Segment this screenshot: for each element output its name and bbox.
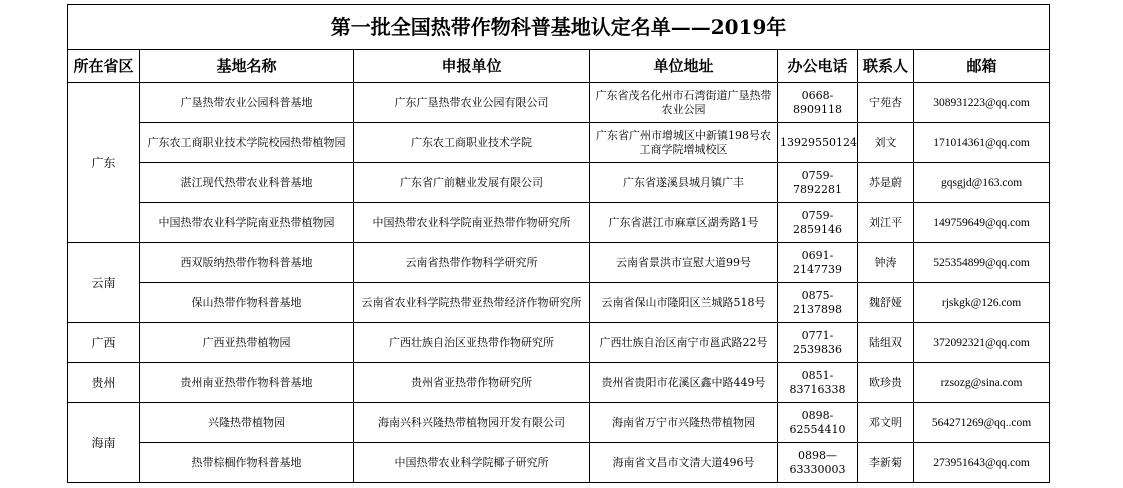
address-cell: 海南省万宁市兴隆热带植物园 — [590, 403, 778, 443]
document-title: 第一批全国热带作物科普基地认定名单——2019年 — [68, 5, 1050, 50]
applicant-cell: 广东省广前糖业发展有限公司 — [354, 163, 590, 203]
phone-cell: 13929550124 — [778, 123, 858, 163]
base-name-cell: 保山热带作物科普基地 — [140, 283, 354, 323]
applicant-cell: 云南省热带作物科学研究所 — [354, 243, 590, 283]
province-cell: 广西 — [68, 323, 140, 363]
header-contact: 联系人 — [858, 50, 914, 83]
applicant-cell: 广西壮族自治区亚热带作物研究所 — [354, 323, 590, 363]
email-cell: 308931223@qq.com — [914, 83, 1050, 123]
title-row — [68, 5, 1050, 50]
header-row — [68, 50, 1050, 83]
table-row — [68, 123, 1050, 163]
email-cell: 149759649@qq.com — [914, 203, 1050, 243]
phone-cell: 0668-8909118 — [778, 83, 858, 123]
email-cell: 273951643@qq.com — [914, 443, 1050, 483]
applicant-cell: 云南省农业科学院热带亚热带经济作物研究所 — [354, 283, 590, 323]
address-cell: 广东省广州市增城区中新镇198号农工商学院增城校区 — [590, 123, 778, 163]
applicant-cell: 广东农工商职业技术学院 — [354, 123, 590, 163]
contact-cell: 陆组双 — [858, 323, 914, 363]
base-name-cell: 广垦热带农业公园科普基地 — [140, 83, 354, 123]
phone-cell: 0759-2859146 — [778, 203, 858, 243]
email-cell: rzsozg@sina.com — [914, 363, 1050, 403]
province-cell: 云南 — [68, 243, 140, 323]
email-cell: 564271269@qq..com — [914, 403, 1050, 443]
address-cell: 广西壮族自治区南宁市邕武路22号 — [590, 323, 778, 363]
applicant-cell: 海南兴科兴隆热带植物园开发有限公司 — [354, 403, 590, 443]
email-cell: gqsgjd@163.com — [914, 163, 1050, 203]
header-email: 邮箱 — [914, 50, 1050, 83]
base-name-cell: 西双版纳热带作物科普基地 — [140, 243, 354, 283]
phone-cell: 0875-2137898 — [778, 283, 858, 323]
table-row — [68, 323, 1050, 363]
table-row — [68, 443, 1050, 483]
header-applicant: 申报单位 — [354, 50, 590, 83]
phone-cell: 0691-2147739 — [778, 243, 858, 283]
phone-cell: 0898-62554410 — [778, 403, 858, 443]
table-row — [68, 83, 1050, 123]
email-cell: 171014361@qq.com — [914, 123, 1050, 163]
applicant-cell: 贵州省亚热带作物研究所 — [354, 363, 590, 403]
header-phone: 办公电话 — [778, 50, 858, 83]
header-address: 单位地址 — [590, 50, 778, 83]
header-base-name: 基地名称 — [140, 50, 354, 83]
applicant-cell: 广东广垦热带农业公园有限公司 — [354, 83, 590, 123]
table-row — [68, 203, 1050, 243]
province-cell: 贵州 — [68, 363, 140, 403]
table-row — [68, 163, 1050, 203]
email-cell: 372092321@qq.com — [914, 323, 1050, 363]
base-name-cell: 广西亚热带植物园 — [140, 323, 354, 363]
contact-cell: 钟涛 — [858, 243, 914, 283]
address-cell: 广东省茂名化州市石湾街道广垦热带农业公园 — [590, 83, 778, 123]
address-cell: 云南省景洪市宣慰大道99号 — [590, 243, 778, 283]
phone-cell: 0898—63330003 — [778, 443, 858, 483]
contact-cell: 欧珍贵 — [858, 363, 914, 403]
contact-cell: 刘江平 — [858, 203, 914, 243]
address-cell: 海南省文昌市文清大道496号 — [590, 443, 778, 483]
address-cell: 云南省保山市隆阳区兰城路518号 — [590, 283, 778, 323]
phone-cell: 0771-2539836 — [778, 323, 858, 363]
base-name-cell: 热带棕榈作物科普基地 — [140, 443, 354, 483]
table-row — [68, 243, 1050, 283]
email-cell: 525354899@qq.com — [914, 243, 1050, 283]
address-cell: 广东省遂溪县城月镇广丰 — [590, 163, 778, 203]
address-cell: 贵州省贵阳市花溪区鑫中路449号 — [590, 363, 778, 403]
contact-cell: 邓文明 — [858, 403, 914, 443]
contact-cell: 刘文 — [858, 123, 914, 163]
base-name-cell: 湛江现代热带农业科普基地 — [140, 163, 354, 203]
applicant-cell: 中国热带农业科学院南亚热带作物研究所 — [354, 203, 590, 243]
base-name-cell: 贵州南亚热带作物科普基地 — [140, 363, 354, 403]
contact-cell: 宁苑杏 — [858, 83, 914, 123]
base-list-table — [67, 4, 1050, 483]
phone-cell: 0851-83716338 — [778, 363, 858, 403]
base-name-cell: 兴隆热带植物园 — [140, 403, 354, 443]
base-name-cell: 中国热带农业科学院南亚热带植物园 — [140, 203, 354, 243]
header-province: 所在省区 — [68, 50, 140, 83]
email-cell: rjskgk@126.com — [914, 283, 1050, 323]
table-row — [68, 363, 1050, 403]
applicant-cell: 中国热带农业科学院椰子研究所 — [354, 443, 590, 483]
base-name-cell: 广东农工商职业技术学院校园热带植物园 — [140, 123, 354, 163]
phone-cell: 0759-7892281 — [778, 163, 858, 203]
table-row — [68, 283, 1050, 323]
list-document — [67, 4, 1049, 483]
contact-cell: 苏是蔚 — [858, 163, 914, 203]
province-cell: 广东 — [68, 83, 140, 243]
contact-cell: 魏舒娅 — [858, 283, 914, 323]
province-cell: 海南 — [68, 403, 140, 483]
address-cell: 广东省湛江市麻章区湖秀路1号 — [590, 203, 778, 243]
table-row — [68, 403, 1050, 443]
contact-cell: 李新菊 — [858, 443, 914, 483]
